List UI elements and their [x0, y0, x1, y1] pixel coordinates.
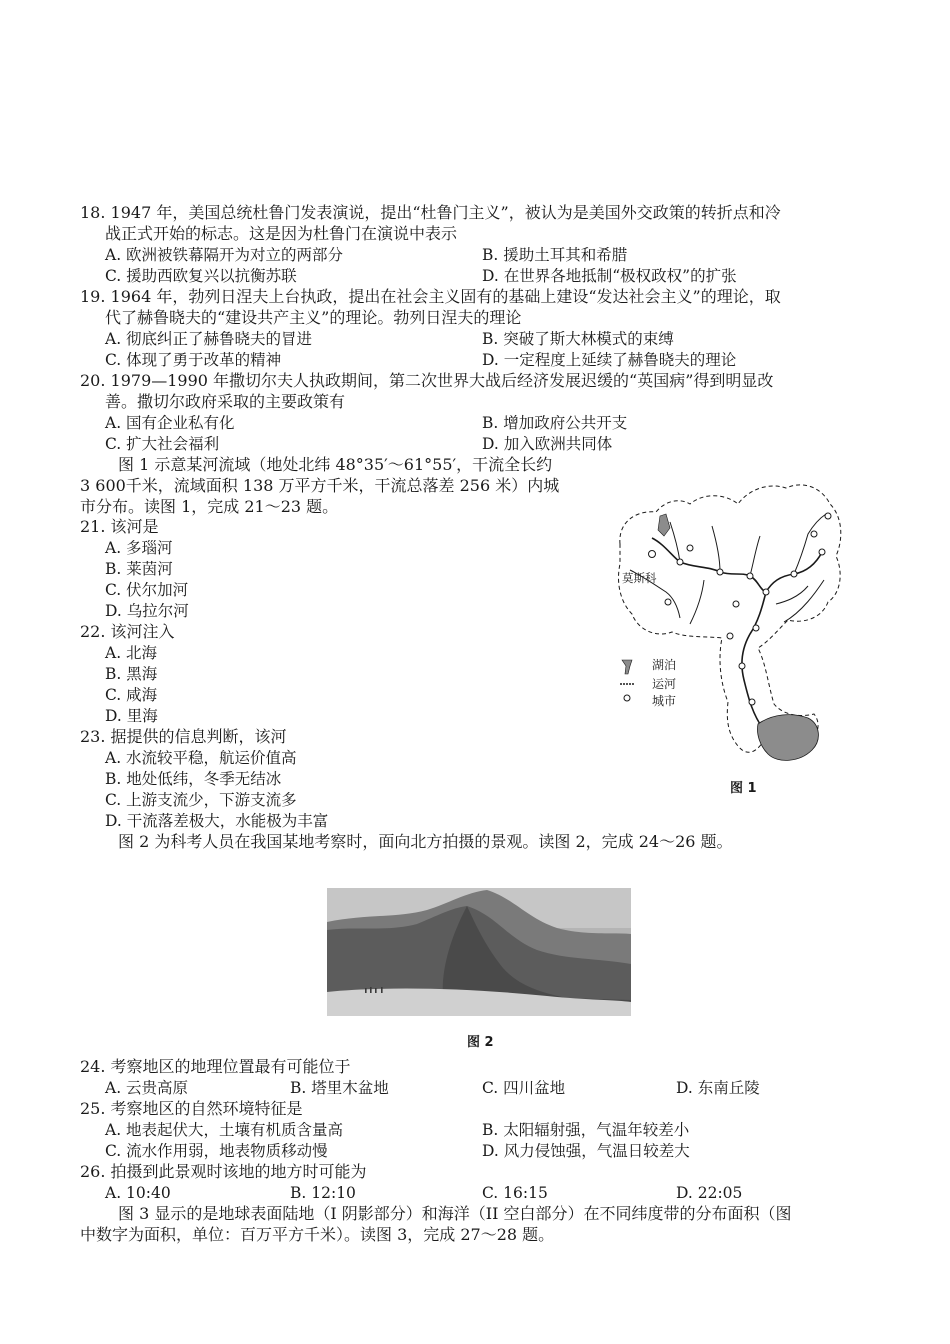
- city-marker: [733, 601, 739, 607]
- q22-stem: 22. 该河注入: [80, 622, 175, 641]
- main-river-lower: [742, 592, 766, 730]
- q25-option-d[interactable]: D. 风力侵蚀强，气温日较差大: [482, 1142, 690, 1160]
- q21-option-a[interactable]: A. 多瑙河: [105, 539, 173, 557]
- city-marker: [739, 663, 745, 669]
- q19-option-c[interactable]: C. 体现了勇于改革的精神: [105, 351, 282, 369]
- q25-option-c[interactable]: C. 流水作用弱，地表物质移动慢: [105, 1142, 328, 1160]
- fig3-intro-line2: 中数字为面积，单位：百万平方千米）。读图 3，完成 27～28 题。: [80, 1225, 555, 1244]
- legend-canal-label: 运河: [652, 677, 677, 691]
- q23-option-c[interactable]: C. 上游支流少，下游支流多: [105, 791, 297, 809]
- q20-stem-line2: 善。撒切尔政府采取的主要政策有: [105, 392, 346, 411]
- q22-option-b[interactable]: B. 黑海: [105, 665, 158, 683]
- q21-stem: 21. 该河是: [80, 517, 159, 536]
- q23-stem: 23. 据提供的信息判断，该河: [80, 727, 287, 746]
- legend-city-symbol: [624, 695, 630, 701]
- q19-option-d[interactable]: D. 一定程度上延续了赫鲁晓夫的理论: [482, 351, 737, 369]
- q24-option-d[interactable]: D. 东南丘陵: [676, 1079, 760, 1097]
- q25-stem: 25. 考察地区的自然环境特征是: [80, 1099, 303, 1118]
- figure-1-river-map: [608, 452, 848, 772]
- q18-option-b[interactable]: B. 援助土耳其和希腊: [482, 246, 628, 264]
- legend-city-label: 城市: [652, 694, 677, 708]
- city-marker: [819, 549, 825, 555]
- city-moscow: [649, 551, 656, 558]
- q23-option-a[interactable]: A. 水流较平稳，航运价值高: [105, 749, 297, 767]
- q24-option-a[interactable]: A. 云贵高原: [105, 1079, 189, 1097]
- q20-option-b[interactable]: B. 增加政府公共开支: [482, 414, 628, 432]
- city-marker: [811, 531, 817, 537]
- q19-stem-line1: 19. 1964 年，勃列日涅夫上台执政，提出在社会主义固有的基础上建设“发达社会主义”的理论，取: [80, 287, 781, 306]
- tributary-north-1: [670, 514, 826, 576]
- lake-northwest: [658, 514, 670, 536]
- q25-option-a[interactable]: A. 地表起伏大，土壤有机质含量高: [105, 1121, 344, 1139]
- city-marker: [727, 633, 733, 639]
- city-marker: [717, 569, 723, 575]
- q22-option-c[interactable]: C. 咸海: [105, 686, 158, 704]
- main-river: [652, 538, 822, 592]
- q18-option-d[interactable]: D. 在世界各地抵制“极权政权”的扩张: [482, 267, 737, 285]
- legend-lake-symbol: [622, 660, 632, 674]
- q26-stem: 26. 拍摄到此景观时该地的地方时可能为: [80, 1162, 367, 1181]
- basin-boundary: [619, 485, 841, 752]
- q21-option-b[interactable]: B. 莱茵河: [105, 560, 173, 578]
- city-marker: [791, 571, 797, 577]
- q20-option-d[interactable]: D. 加入欧洲共同体: [482, 435, 613, 453]
- city-marker: [825, 513, 831, 519]
- q18-stem-line2: 战正式开始的标志。这是因为杜鲁门在演说中表示: [105, 224, 458, 243]
- q20-option-a[interactable]: A. 国有企业私有化: [105, 414, 235, 432]
- q25-option-b[interactable]: B. 太阳辐射强，气温年较差小: [482, 1121, 690, 1139]
- q19-option-b[interactable]: B. 突破了斯大林模式的束缚: [482, 330, 674, 348]
- q23-option-d[interactable]: D. 干流落差极大，水能极为丰富: [105, 812, 329, 830]
- q21-option-d[interactable]: D. 乌拉尔河: [105, 602, 189, 620]
- figure-1-caption: 图 1: [730, 781, 757, 796]
- q26-option-b[interactable]: B. 12:10: [290, 1184, 356, 1202]
- legend-lake-label: 湖泊: [652, 658, 677, 672]
- q19-option-a[interactable]: A. 彻底纠正了赫鲁晓夫的冒进: [105, 330, 313, 348]
- q22-option-a[interactable]: A. 北海: [105, 644, 158, 662]
- tributary-east: [776, 580, 824, 622]
- q24-option-b[interactable]: B. 塔里木盆地: [290, 1079, 389, 1097]
- fig1-intro-line1: 图 1 示意某河流域（地处北纬 48°35′～61°55′，干流全长约: [118, 455, 553, 474]
- city-label-moscow: 莫斯科: [622, 571, 657, 585]
- figure-2-caption: 图 2: [467, 1035, 494, 1050]
- city-marker: [665, 599, 671, 605]
- city-marker: [747, 573, 753, 579]
- city-marker: [753, 625, 759, 631]
- caspian-sea: [757, 715, 818, 761]
- q24-option-c[interactable]: C. 四川盆地: [482, 1079, 566, 1097]
- city-marker: [677, 559, 683, 565]
- q22-option-d[interactable]: D. 里海: [105, 707, 158, 725]
- fig1-intro-line3: 市分布。读图 1，完成 21～23 题。: [80, 497, 339, 516]
- q26-option-c[interactable]: C. 16:15: [482, 1184, 548, 1202]
- fig2-intro: 图 2 为科考人员在我国某地考察时，面向北方拍摄的景观。读图 2，完成 24～26 题。: [118, 832, 733, 851]
- q24-stem: 24. 考察地区的地理位置最有可能位于: [80, 1057, 351, 1076]
- fig1-intro-line2: 3 600千米，流域面积 138 万平方千米，干流总落差 256 米）内城: [80, 476, 560, 495]
- q19-stem-line2: 代了赫鲁晓夫的“建设共产主义”的理论。勃列日涅夫的理论: [105, 308, 522, 327]
- q18-option-c[interactable]: C. 援助西欧复兴以抗衡苏联: [105, 267, 297, 285]
- q23-option-b[interactable]: B. 地处低纬，冬季无结冰: [105, 770, 282, 788]
- q18-stem-line1: 18. 1947 年，美国总统杜鲁门发表演说，提出“杜鲁门主义”，被认为是美国外交政策的转折点和冷: [80, 203, 781, 222]
- q18-option-a[interactable]: A. 欧洲被铁幕隔开为对立的两部分: [105, 246, 344, 264]
- q21-option-c[interactable]: C. 伏尔加河: [105, 581, 189, 599]
- city-marker: [687, 545, 693, 551]
- fig3-intro-line1: 图 3 显示的是地球表面陆地（I 阴影部分）和海洋（II 空白部分）在不同纬度带的分布面积（图: [118, 1204, 792, 1223]
- figure-2-desert-photo: [327, 888, 631, 1016]
- city-marker: [749, 699, 755, 705]
- q20-option-c[interactable]: C. 扩大社会福利: [105, 435, 220, 453]
- city-marker: [763, 589, 769, 595]
- q26-option-d[interactable]: D. 22:05: [676, 1184, 743, 1202]
- q26-option-a[interactable]: A. 10:40: [105, 1184, 171, 1202]
- q20-stem-line1: 20. 1979—1990 年撒切尔夫人执政期间，第二次世界大战后经济发展迟缓的“英国病”得到明显改: [80, 371, 774, 390]
